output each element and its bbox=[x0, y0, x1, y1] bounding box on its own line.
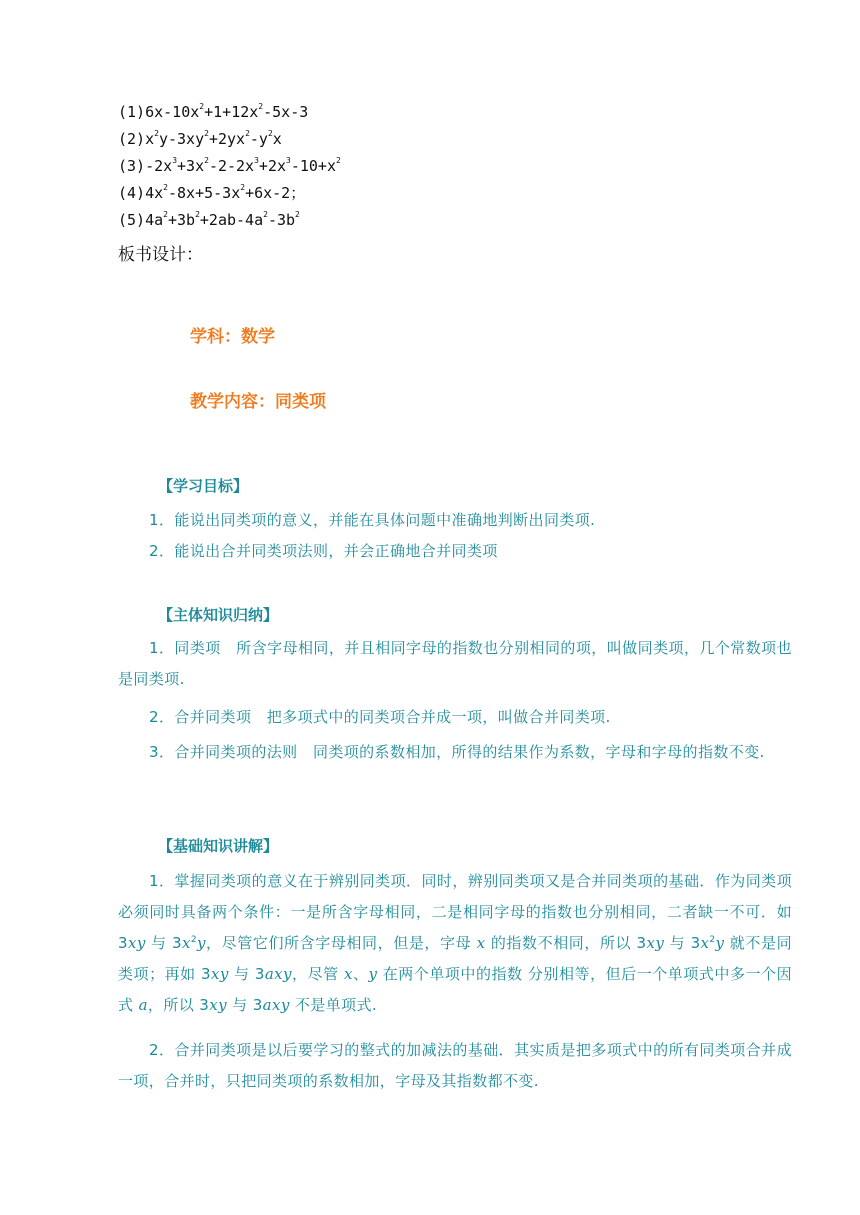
summary-heading: 【主体知识归纳】 bbox=[158, 606, 279, 624]
expression-term: x bbox=[272, 130, 282, 148]
exponent: 2 bbox=[163, 210, 168, 219]
math-var: xy bbox=[127, 934, 146, 952]
text-run: 与 3 bbox=[226, 996, 263, 1014]
goals-heading: 【学习目标】 bbox=[158, 477, 249, 495]
exponent: 2 bbox=[204, 156, 209, 165]
text-run: ，尽管 bbox=[291, 965, 344, 983]
math-var: x bbox=[343, 965, 353, 983]
text-run: 不是单项式. bbox=[289, 996, 378, 1014]
expression-term: -8x+5-3x bbox=[167, 184, 241, 202]
exponent: 2 bbox=[295, 210, 300, 219]
expression-term: -y bbox=[249, 130, 268, 148]
expression-term: x bbox=[145, 130, 155, 148]
board-design-label: 板书设计： bbox=[118, 245, 203, 265]
explain-paragraph-1 bbox=[118, 866, 792, 1021]
expression-term: +2x bbox=[258, 157, 287, 175]
exponent: 2 bbox=[263, 210, 268, 219]
summary-item-2: 2．合并同类项 把多项式中的同类项合并成一项，叫做合并同类项. bbox=[149, 708, 611, 726]
expression-term: y-3xy bbox=[158, 130, 205, 148]
expression-term: 6x-10x bbox=[145, 103, 200, 121]
math-var: axy bbox=[264, 965, 292, 983]
expression-term: 4a bbox=[145, 211, 164, 229]
expression-term: 4x bbox=[145, 184, 164, 202]
summary-item-3: 3．合并同类项的法则 同类项的系数相加，所得的结果作为系数，字母和字母的指数不变. bbox=[149, 743, 765, 761]
exponent: 2 bbox=[154, 129, 159, 138]
math-exponent: 2 bbox=[190, 935, 197, 945]
math-exponent: 2 bbox=[709, 935, 716, 945]
exponent: 2 bbox=[195, 210, 200, 219]
expression-term: +3b bbox=[167, 211, 196, 229]
text-run: 在两个单项中的指数 分别相等，但后一个单项式中多一个因式 bbox=[118, 965, 792, 1014]
exercise-number: (1) bbox=[118, 103, 146, 121]
expression-term: +2yx bbox=[208, 130, 246, 148]
exercise-1 bbox=[118, 102, 308, 122]
math-var: x bbox=[476, 934, 486, 952]
exponent: 2 bbox=[199, 102, 205, 111]
expression-term: -2x bbox=[145, 157, 173, 175]
explain-paragraph-2: 2．合并同类项是以后要学习的整式的加减法的基础．其实质是把多项式中的所有同类项合并成一项，合并时，只把同类项的系数相加，字母及其指数都不变. bbox=[118, 1041, 792, 1090]
summary-item-1: 1．同类项 所含字母相同，并且相同字母的指数也分别相同的项，叫做同类项，几个常数项也是同类项. bbox=[118, 639, 792, 688]
exercise-3 bbox=[118, 156, 341, 176]
text-run: 就不是同类项；再如 3 bbox=[118, 934, 792, 983]
expression-term: +3x bbox=[177, 157, 205, 175]
explain-heading: 【基础知识讲解】 bbox=[158, 837, 279, 855]
expression-term: +2ab-4a bbox=[199, 211, 264, 229]
exponent: 2 bbox=[336, 156, 341, 165]
math-var: xy bbox=[209, 996, 227, 1014]
exponent: 3 bbox=[254, 156, 259, 165]
math-var: y bbox=[368, 965, 378, 983]
expression-term: -5x-3 bbox=[263, 103, 309, 121]
exponent: 3 bbox=[286, 156, 291, 165]
math-var: x bbox=[181, 934, 191, 952]
exponent: 2 bbox=[258, 102, 264, 111]
exercise-number: (4) bbox=[118, 184, 146, 202]
math-var: xy bbox=[646, 934, 665, 952]
text-run: 、 bbox=[352, 965, 369, 983]
expression-term: -2-2x bbox=[208, 157, 255, 175]
text-run: 与 3 bbox=[228, 965, 265, 983]
exercise-5 bbox=[118, 210, 300, 230]
text-run: 与 3 bbox=[664, 934, 701, 952]
text-run: ，尽管它们所含字母相同，但是，字母 bbox=[205, 934, 477, 952]
exponent: 2 bbox=[245, 129, 250, 138]
math-var: a bbox=[138, 996, 148, 1014]
exercise-2 bbox=[118, 129, 282, 149]
exponent: 2 bbox=[163, 183, 168, 192]
math-var: xy bbox=[210, 965, 229, 983]
text-run: ，所以 3 bbox=[147, 996, 210, 1014]
math-var: y bbox=[196, 934, 206, 952]
exponent: 2 bbox=[240, 183, 246, 192]
text-run: 1．掌握同类项的意义在于辨别同类项．同时，辨别同类项又是合并同类项的基础．作为同类项必须同时具备两个条件：一是所含字母相同，二是相同字母的指数也分别相同，二者缺一不可．如 3 bbox=[118, 872, 792, 952]
exponent: 2 bbox=[204, 129, 209, 138]
goal-item-1: 1．能说出同类项的意义，并能在具体问题中准确地判断出同类项. bbox=[149, 511, 596, 529]
exponent: 3 bbox=[172, 156, 178, 165]
goal-item-2: 2．能说出合并同类项法则，并会正确地合并同类项 bbox=[149, 542, 498, 560]
text-run: 与 3 bbox=[145, 934, 182, 952]
expression-term: -10+x bbox=[290, 157, 336, 175]
math-var: axy bbox=[262, 996, 290, 1014]
exercise-number: (3) bbox=[118, 157, 146, 175]
expression-term: +1+12x bbox=[204, 103, 259, 121]
exercise-4 bbox=[118, 183, 305, 203]
math-var: x bbox=[700, 934, 710, 952]
subject-title: 学科：数学 bbox=[190, 327, 275, 347]
exercise-number: (5) bbox=[118, 211, 146, 229]
math-var: y bbox=[715, 934, 725, 952]
content-title: 教学内容：同类项 bbox=[190, 392, 326, 412]
expression-term: -3b bbox=[267, 211, 296, 229]
exercise-number: (2) bbox=[118, 130, 146, 148]
exponent: 2 bbox=[267, 129, 273, 138]
expression-term: +6x-2； bbox=[245, 184, 306, 202]
text-run: 的指数不相同，所以 3 bbox=[485, 934, 647, 952]
